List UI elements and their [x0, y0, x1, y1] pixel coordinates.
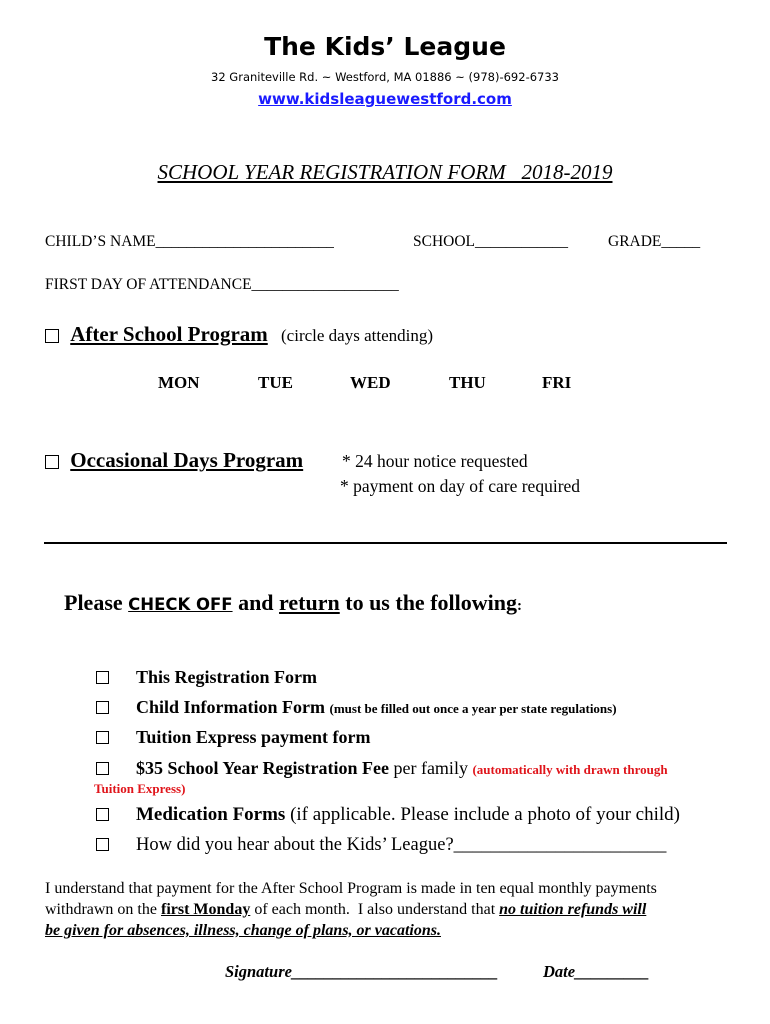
occasional-note-1: * 24 hour notice requested	[342, 451, 528, 471]
org-address: 32 Graniteville Rd. ~ Westford, MA 01886 ~ (978)-692-6733	[211, 70, 559, 84]
grade-field[interactable]: GRADE_____	[608, 233, 701, 250]
understand-line-2: withdrawn on the first Monday of each month. I also understand that no tuition refunds will	[45, 901, 647, 918]
date-field[interactable]: Date_________	[543, 962, 650, 981]
day-thu[interactable]: THU	[449, 373, 486, 392]
day-fri[interactable]: FRI	[542, 373, 572, 392]
item-medication: Medication Forms (if applicable. Please include a photo of your child)	[136, 804, 680, 825]
child-info-note: (must be filled out once a year per state regulations)	[329, 701, 617, 716]
after-school-row	[45, 322, 433, 347]
checkbox-medication[interactable]	[96, 808, 109, 821]
after-school-label: After School Program	[70, 322, 268, 346]
item-fee: $35 School Year Registration Fee per family (automatically with drawn through	[136, 758, 668, 778]
after-school-checkbox[interactable]	[45, 329, 59, 343]
item-hear[interactable]: How did you hear about the Kids’ League?_______________________	[136, 835, 667, 855]
form-title: SCHOOL YEAR REGISTRATION FORM 2018-2019	[157, 160, 613, 184]
signature-field[interactable]: Signature_________________________	[225, 962, 499, 981]
occasional-checkbox[interactable]	[45, 455, 59, 469]
first-day-field[interactable]: FIRST DAY OF ATTENDANCE___________________	[45, 276, 399, 293]
day-tue[interactable]: TUE	[258, 373, 293, 392]
day-wed[interactable]: WED	[350, 373, 391, 392]
childs-name-field[interactable]: CHILD’S NAME_______________________	[45, 233, 334, 250]
occasional-note-2: * payment on day of care required	[340, 476, 581, 496]
item-tuition: Tuition Express payment form	[136, 727, 371, 747]
checkbox-tuition[interactable]	[96, 731, 109, 744]
understand-line-1: I understand that payment for the After School Program is made in ten equal monthly payments	[45, 880, 657, 897]
fee-red-note: (automatically with drawn through	[472, 762, 668, 777]
org-title: The Kids’ League	[264, 32, 506, 61]
school-field[interactable]: SCHOOL____________	[413, 233, 569, 250]
item-registration: This Registration Form	[136, 667, 317, 687]
item-child-info: Child Information Form (must be filled out once a year per state regulations)	[136, 697, 617, 717]
checklist-heading: Please CHECK OFF and return to us the following:	[64, 590, 522, 615]
fee-red-note-2: Tuition Express)	[94, 781, 186, 796]
day-mon[interactable]: MON	[158, 373, 200, 392]
checkbox-fee[interactable]	[96, 762, 109, 775]
divider	[44, 542, 727, 544]
occasional-row	[45, 448, 303, 473]
check-off-text: CHECK OFF	[128, 595, 233, 614]
checkbox-registration[interactable]	[96, 671, 109, 684]
occasional-label: Occasional Days Program	[70, 448, 304, 472]
understand-line-3: be given for absences, illness, change of plans, or vacations.	[45, 922, 441, 939]
after-school-note: (circle days attending)	[281, 326, 434, 345]
checkbox-hear[interactable]	[96, 838, 109, 851]
website-link[interactable]: www.kidsleaguewestford.com	[258, 90, 512, 108]
checkbox-child-info[interactable]	[96, 701, 109, 714]
